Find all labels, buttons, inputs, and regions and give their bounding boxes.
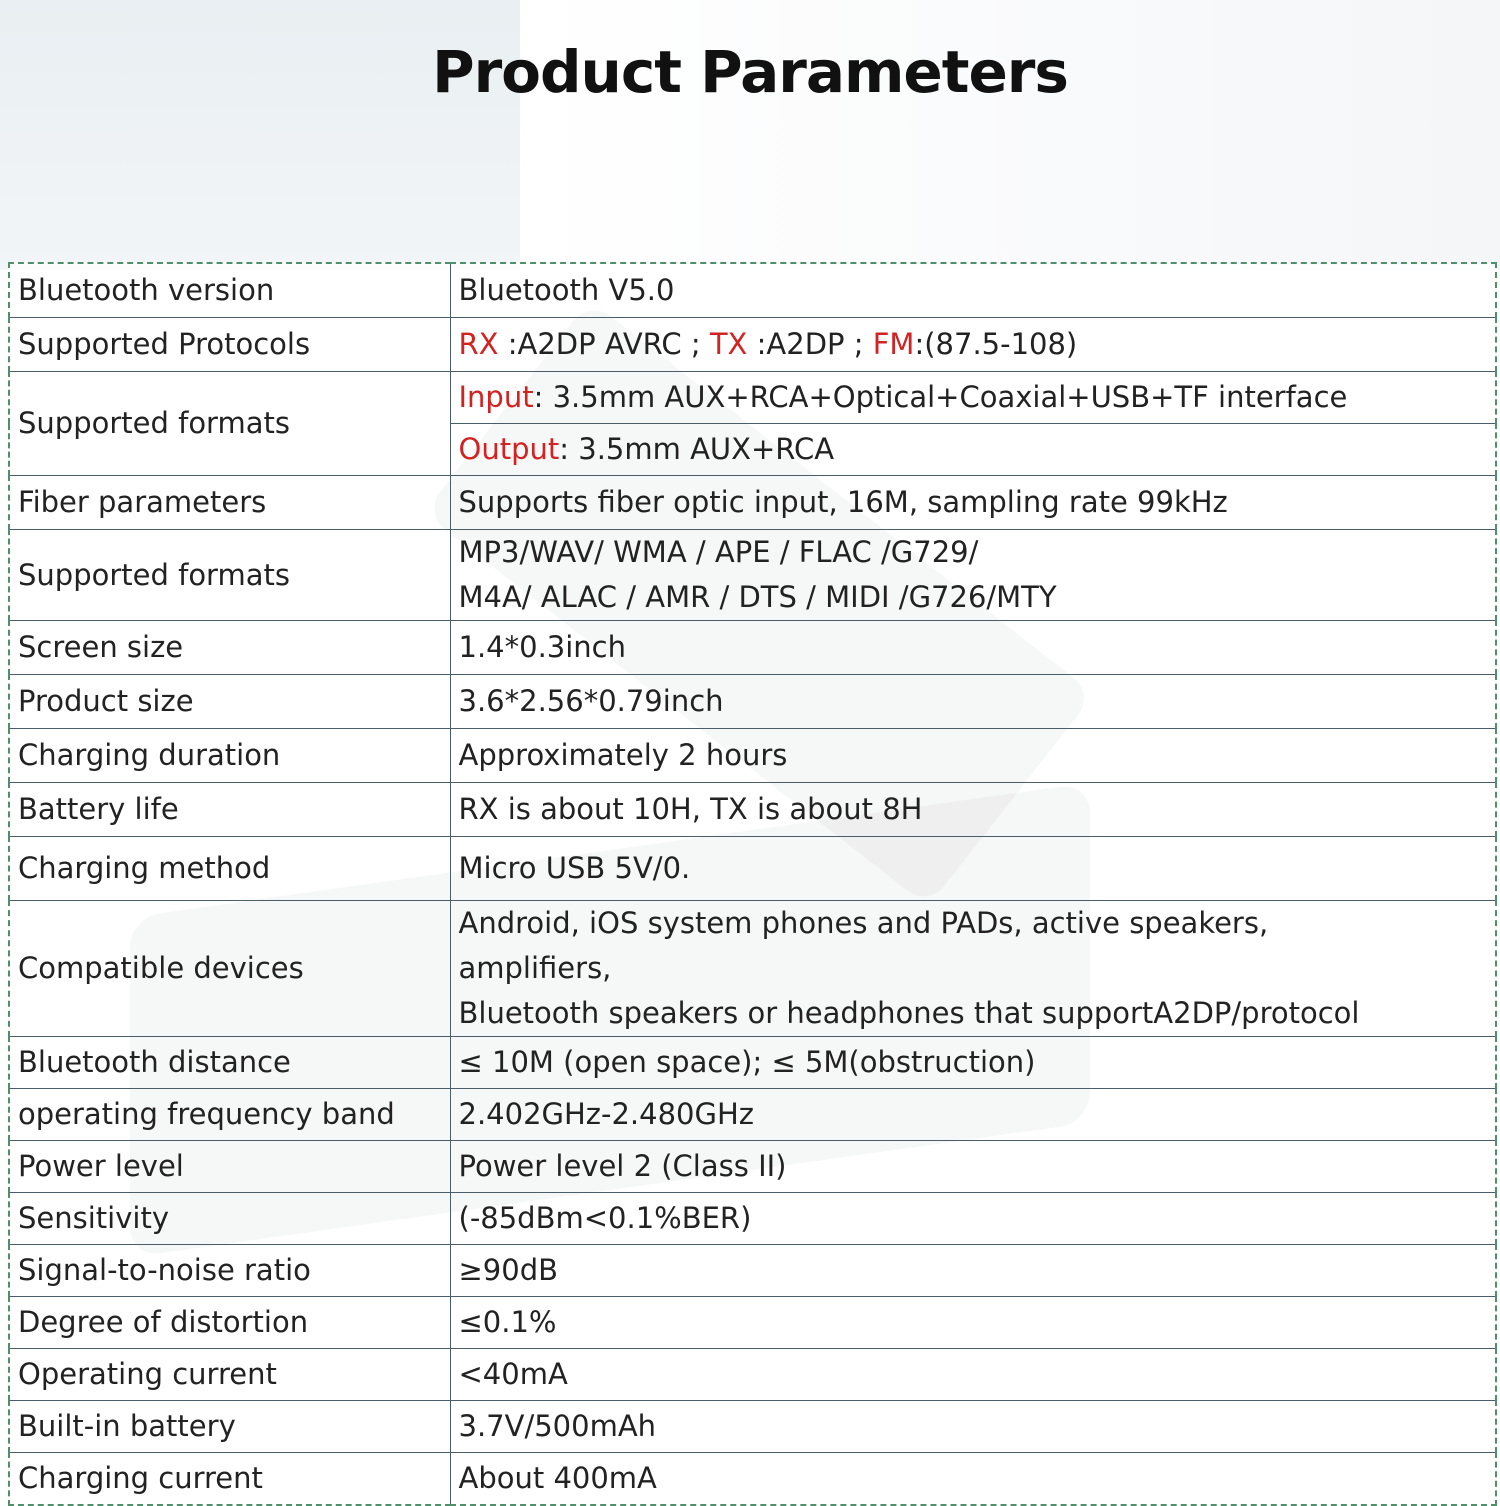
table-row: [9, 729, 1496, 783]
row-value: (-85dBm<0.1%BER): [450, 1193, 1496, 1245]
table-row: [9, 1089, 1496, 1141]
rx-label: RX: [458, 327, 499, 361]
row-label: Charging duration: [9, 729, 450, 783]
row-label: Signal-to-noise ratio: [9, 1245, 450, 1297]
row-label: Supported formats: [9, 372, 450, 476]
row-value: 3.6*2.56*0.79inch: [450, 675, 1496, 729]
row-label: Supported Protocols: [9, 318, 450, 372]
row-value: Approximately 2 hours: [450, 729, 1496, 783]
row-label: Product size: [9, 675, 450, 729]
row-label: Fiber parameters: [9, 476, 450, 530]
table-row: [9, 675, 1496, 729]
table-row: [9, 1193, 1496, 1245]
formats-line-2: M4A/ ALAC / AMR / DTS / MIDI /G726/MTY: [458, 580, 1057, 614]
row-value: ≤0.1%: [450, 1297, 1496, 1349]
table-row: [9, 1401, 1496, 1453]
row-value: About 400mA: [450, 1453, 1496, 1506]
table-row: [9, 1297, 1496, 1349]
row-value: [450, 901, 1496, 1037]
formats-line-1: MP3/WAV/ WMA / APE / FLAC /G729/: [458, 535, 979, 569]
row-value: [450, 530, 1496, 621]
table-row: [9, 621, 1496, 675]
output-value: : 3.5mm AUX+RCA: [559, 432, 835, 466]
row-value: Power level 2 (Class II): [450, 1141, 1496, 1193]
table-row: [9, 901, 1496, 1037]
row-label: Supported formats: [9, 530, 450, 621]
compatible-line-1: Android, iOS system phones and PADs, active speakers,: [458, 906, 1269, 940]
row-label: Built-in battery: [9, 1401, 450, 1453]
row-label: Charging current: [9, 1453, 450, 1506]
input-value: : 3.5mm AUX+RCA+Optical+Coaxial+USB+TF interface: [533, 380, 1348, 414]
row-value: 1.4*0.3inch: [450, 621, 1496, 675]
row-label: Battery life: [9, 783, 450, 837]
table-row: [9, 476, 1496, 530]
row-value-output: [450, 424, 1496, 476]
table-row: [9, 530, 1496, 621]
row-value: ≥90dB: [450, 1245, 1496, 1297]
row-value: <40mA: [450, 1349, 1496, 1401]
table-row: [9, 837, 1496, 901]
row-value: Supports fiber optic input, 16M, sampling rate 99kHz: [450, 476, 1496, 530]
row-value-input: [450, 372, 1496, 424]
compatible-line-2: amplifiers,: [458, 951, 612, 985]
table-row: [9, 318, 1496, 372]
row-value: RX is about 10H, TX is about 8H: [450, 783, 1496, 837]
row-label: Screen size: [9, 621, 450, 675]
tx-label: TX: [709, 327, 748, 361]
row-value: 2.402GHz-2.480GHz: [450, 1089, 1496, 1141]
row-value: 3.7V/500mAh: [450, 1401, 1496, 1453]
table-row: [9, 1037, 1496, 1089]
row-value: Micro USB 5V/0.: [450, 837, 1496, 901]
row-label: Degree of distortion: [9, 1297, 450, 1349]
row-label: Sensitivity: [9, 1193, 450, 1245]
parameters-table: [8, 262, 1497, 1506]
table-row: [9, 783, 1496, 837]
output-label: Output: [458, 432, 560, 466]
table-row: [9, 263, 1496, 318]
row-value: [450, 318, 1496, 372]
input-label: Input: [458, 380, 534, 414]
row-label: Compatible devices: [9, 901, 450, 1037]
tx-value: :A2DP ;: [747, 327, 873, 361]
fm-label: FM: [872, 327, 915, 361]
row-label: Power level: [9, 1141, 450, 1193]
row-label: Charging method: [9, 837, 450, 901]
fm-value: :(87.5-108): [914, 327, 1078, 361]
page-title: Product Parameters: [432, 38, 1068, 106]
row-label: Bluetooth version: [9, 263, 450, 318]
row-label: Bluetooth distance: [9, 1037, 450, 1089]
rx-value: :A2DP AVRC ;: [498, 327, 710, 361]
table-row: [9, 1349, 1496, 1401]
table-row: [9, 1245, 1496, 1297]
compatible-line-3: Bluetooth speakers or headphones that supportA2DP/protocol: [458, 996, 1360, 1030]
table-row: [9, 1141, 1496, 1193]
table-row: [9, 372, 1496, 424]
row-label: operating frequency band: [9, 1089, 450, 1141]
row-value: Bluetooth V5.0: [450, 263, 1496, 318]
table-row: [9, 1453, 1496, 1506]
row-value: ≤ 10M (open space); ≤ 5M(obstruction): [450, 1037, 1496, 1089]
row-label: Operating current: [9, 1349, 450, 1401]
